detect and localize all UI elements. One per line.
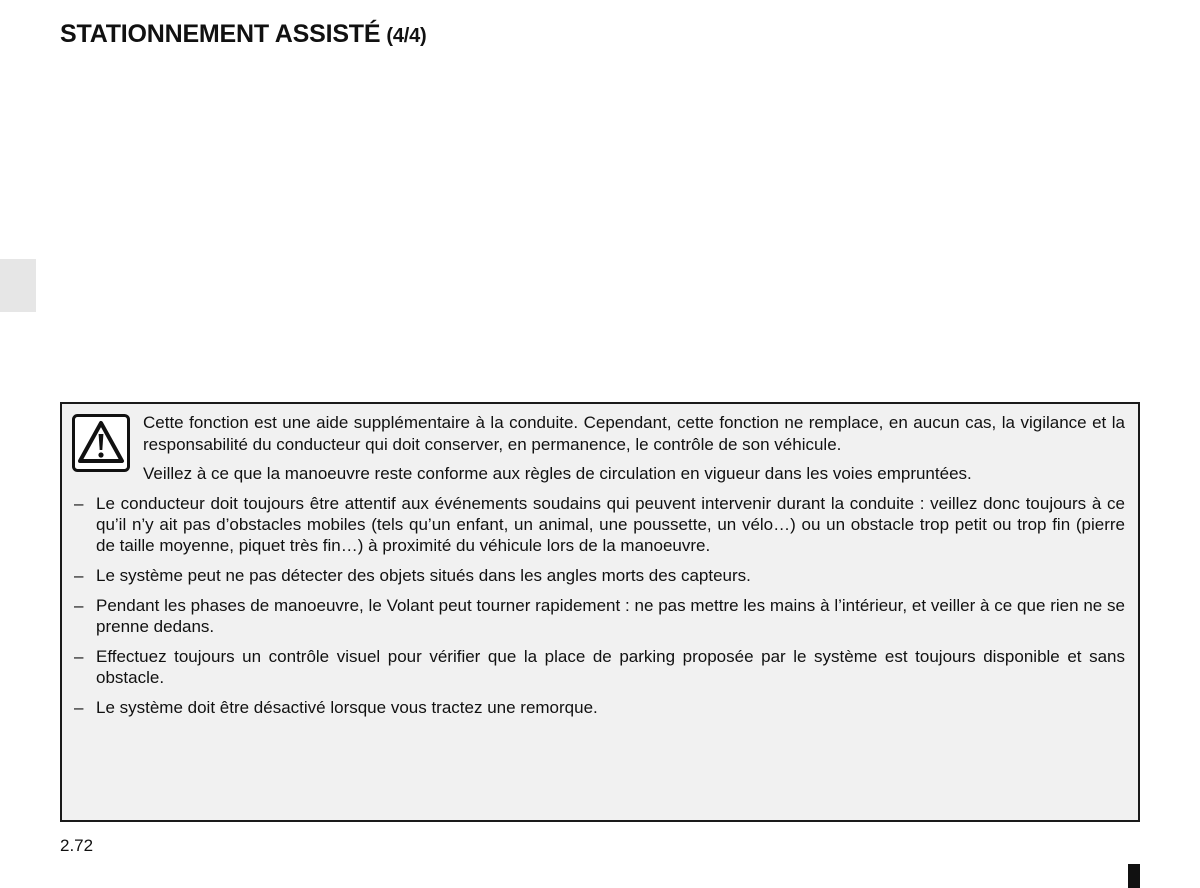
warning-intro xyxy=(143,412,1125,485)
chapter-side-tab xyxy=(0,259,36,312)
list-item-text: Le système peut ne pas détecter des objets situés dans les angles morts des capteurs. xyxy=(96,566,751,585)
page-corner-marker xyxy=(1128,864,1140,888)
page-title-suffix: (4/4) xyxy=(386,25,427,47)
page-title xyxy=(60,20,426,49)
list-item-text: Effectuez toujours un contrôle visuel pour vérifier que la place de parking proposée par le système est toujours disponible et sans obstacle. xyxy=(96,647,1125,687)
list-item xyxy=(74,565,1125,586)
list-item xyxy=(74,697,1125,718)
bullet-dash: – xyxy=(74,698,84,717)
warning-triangle-icon xyxy=(72,414,130,472)
list-item xyxy=(74,595,1125,637)
list-item-text: Le système doit être désactivé lorsque vous tractez une remorque. xyxy=(96,698,598,717)
bullet-dash: – xyxy=(74,596,84,615)
page-number: 2.72 xyxy=(60,836,94,855)
bullet-dash: – xyxy=(74,494,84,513)
list-item-text: Pendant les phases de manoeuvre, le Volant peut tourner rapidement : ne pas mettre les mains à l’intérieur, et veiller à ce que rien ne se prenne dedans. xyxy=(96,596,1125,636)
warning-intro-paragraph: Veillez à ce que la manoeuvre reste conforme aux règles de circulation en vigueur dans les voies empruntées. xyxy=(143,464,972,483)
warning-box xyxy=(60,402,1140,822)
bullet-dash: – xyxy=(74,647,84,666)
list-item xyxy=(74,493,1125,556)
page-title-text: STATIONNEMENT ASSISTÉ xyxy=(60,20,381,48)
warning-intro-paragraph: Cette fonction est une aide supplémentaire à la conduite. Cependant, cette fonction ne remplace, en aucun cas, la vigilance et la responsabilité du conducteur qui doit conserver, en permanence, le contrôle de son véhicule. xyxy=(143,413,1125,454)
list-item-text: Le conducteur doit toujours être attentif aux événements soudains qui peuvent intervenir durant la conduite : veillez donc toujours à ce qu’il n’y ait pas d’obstacles mobiles (tels qu’un enfant, un animal, une poussette, un vélo…) ou un obstacle trop petit ou trop fin (pierre de taille moyenne, piquet très fin…) à proximité du véhicule lors de la manoeuvre. xyxy=(96,494,1125,555)
bullet-dash: – xyxy=(74,566,84,585)
list-item xyxy=(74,646,1125,688)
warning-bullet-list xyxy=(74,493,1125,727)
